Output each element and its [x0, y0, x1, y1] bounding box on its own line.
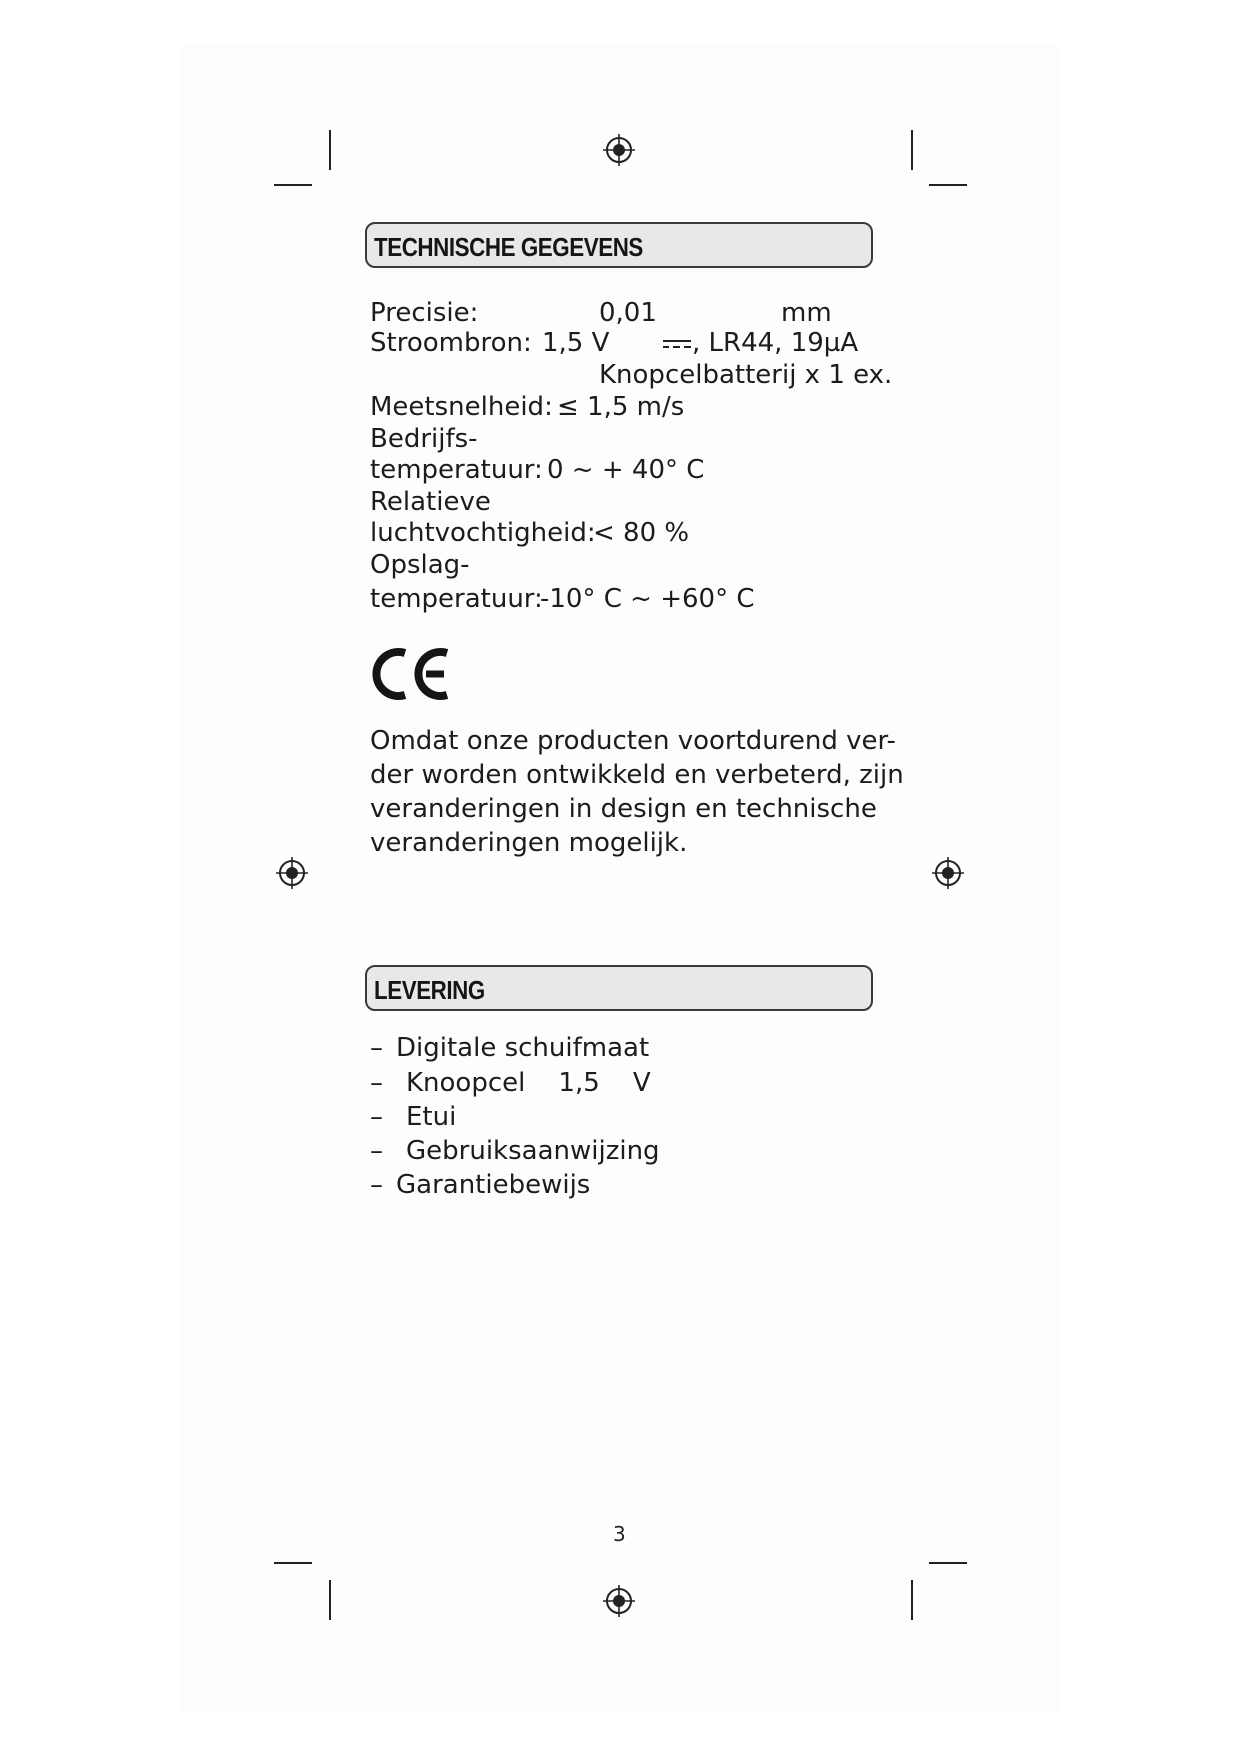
crop-mark: [329, 1580, 331, 1620]
precisie-label: Precisie:: [370, 298, 479, 328]
precisie-unit: mm: [781, 298, 832, 328]
crop-mark: [274, 1562, 312, 1564]
levering-header: [365, 965, 873, 1011]
list-dash: –: [370, 1102, 383, 1132]
technische-gegevens-header: [365, 222, 873, 268]
bedrijfs-label-2: temperatuur:: [370, 455, 543, 485]
ce-mark-icon: [372, 645, 452, 703]
registration-mark-icon: [602, 1584, 636, 1618]
bedrijfs-value: 0 ~ + 40° C: [547, 455, 705, 485]
relatieve-value: < 80 %: [593, 518, 690, 548]
crop-mark: [329, 130, 331, 170]
opslag-label-2: temperatuur:: [370, 584, 543, 614]
disclaimer-line: veranderingen mogelijk.: [370, 828, 688, 858]
crop-mark: [274, 184, 312, 186]
disclaimer-line: der worden ontwikkeld en verbeterd, zijn: [370, 760, 904, 790]
registration-mark-icon: [275, 856, 309, 890]
list-dash: –: [370, 1136, 383, 1166]
stroombron-label: Stroombron:: [370, 328, 532, 358]
meetsnelheid-label: Meetsnelheid:: [370, 392, 553, 422]
meetsnelheid-value: ≤ 1,5 m/s: [557, 392, 685, 422]
list-item: Gebruiksaanwijzing: [406, 1136, 660, 1166]
list-item: Digitale schuifmaat: [396, 1033, 650, 1063]
opslag-label: Opslag-: [370, 550, 470, 580]
disclaimer-line: Omdat onze producten voortdurend ver-: [370, 726, 896, 756]
list-dash: –: [370, 1170, 383, 1200]
crop-mark: [911, 1580, 913, 1620]
bedrijfs-label: Bedrijfs-: [370, 424, 478, 454]
relatieve-label: Relatieve: [370, 487, 491, 517]
section-title: LEVERING: [374, 975, 485, 1005]
stroombron-battery: Knopcelbatterij x 1 ex.: [599, 360, 893, 390]
direct-current-icon: [662, 338, 692, 350]
registration-mark-icon: [931, 856, 965, 890]
list-dash: –: [370, 1033, 383, 1063]
list-item: Knoopcel 1,5 V: [406, 1068, 651, 1098]
list-dash: –: [370, 1068, 383, 1098]
crop-mark: [929, 1562, 967, 1564]
list-item: Garantiebewijs: [396, 1170, 591, 1200]
crop-mark: [911, 130, 913, 170]
relatieve-label-2: luchtvochtigheid:: [370, 518, 596, 548]
opslag-value: -10° C ~ +60° C: [540, 584, 755, 614]
stroombron-voltage: 1,5 V: [542, 328, 610, 358]
page-sheet: [180, 44, 1060, 1714]
stroombron-spec: , LR44, 19µA: [692, 328, 859, 358]
page-number: 3: [613, 1522, 626, 1546]
section-title: TECHNISCHE GEGEVENS: [374, 232, 643, 262]
precisie-value: 0,01: [599, 298, 657, 328]
list-item: Etui: [406, 1102, 457, 1132]
registration-mark-icon: [602, 133, 636, 167]
disclaimer-line: veranderingen in design en technische: [370, 794, 877, 824]
crop-mark: [929, 184, 967, 186]
